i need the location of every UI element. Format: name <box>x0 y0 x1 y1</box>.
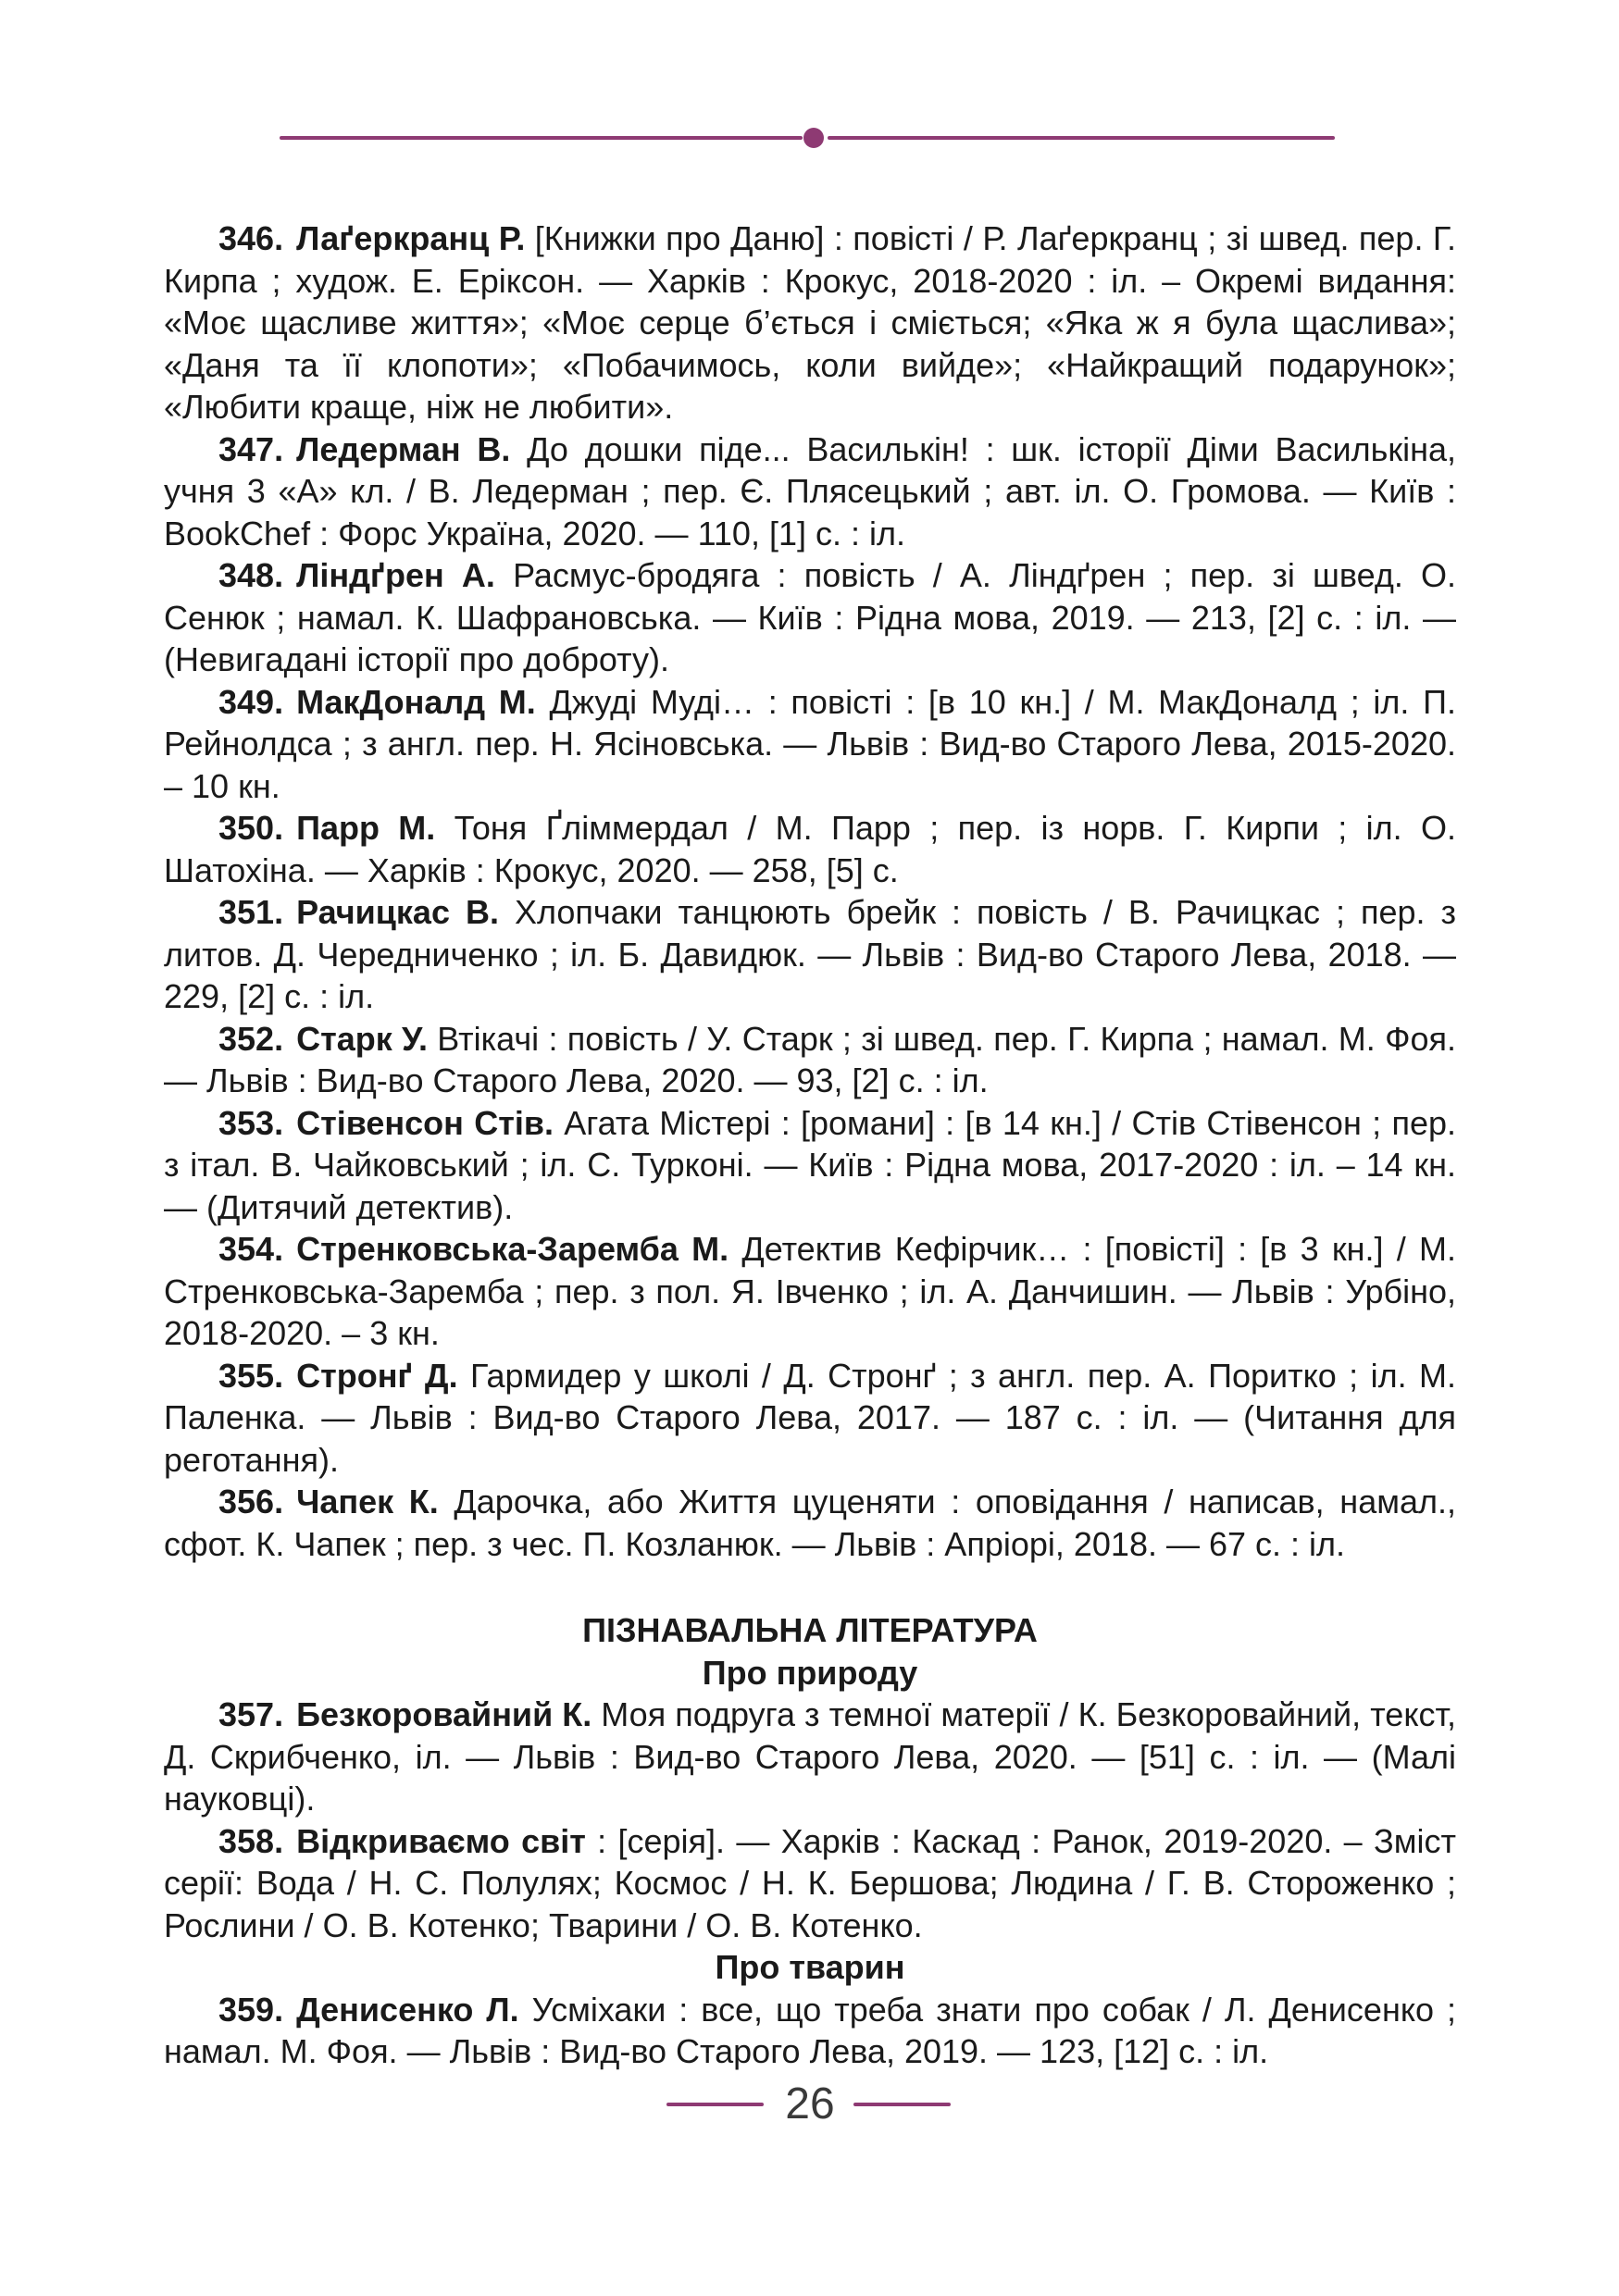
bibliography-entry <box>164 1018 1456 1102</box>
entry-author: Рачицкас В. <box>296 893 499 931</box>
entry-number: 352. <box>218 1019 284 1058</box>
entry-description: [Книжки про Даню] : повісті / Р. Лаґеркранц ; зі швед. пер. Г. Кирпа ; худож. Е. Еріксон. — Харків : Крокус, 2018-2020 : іл. – Окремі видання: «Моє щасливе життя»; «Моє серце б’ється і сміється; «Яка ж я була щаслива»; «Даня та її клопоти»; «Побачимось, коли вийде»; «Найкращий подарунок»; «Любити краще, ніж не любити». <box>164 219 1456 426</box>
bibliography-entry <box>164 554 1456 681</box>
entry-author: Лаґеркранц Р. <box>296 219 526 257</box>
entry-number: 359. <box>218 1990 284 2029</box>
entry-author: Старк У. <box>296 1019 428 1058</box>
top-rule-right-line <box>828 136 1335 140</box>
top-rule-left-line <box>280 136 803 140</box>
entry-number: 346. <box>218 219 284 257</box>
entry-number: 354. <box>218 1230 284 1268</box>
entry-description: Дарочка, або Життя цуценяти : оповідання / написав, намал., сфот. К. Чапек ; пер. з чес. П. Козланюк. — Львів : Апріорі, 2018. — 67 с. : іл. <box>164 1483 1456 1563</box>
bibliography-entry <box>164 1820 1456 1947</box>
entry-description: До дошки піде... Василькін! : шк. історії Діми Василькіна, учня 3 «А» кл. / В. Ледерман ; пер. Є. Плясецький ; авт. іл. О. Громова. — Київ : BookChef : Форс Україна, 2020. — 110, [1] с. : іл. <box>164 429 1456 552</box>
bibliography-entry <box>164 891 1456 1018</box>
entry-number: 349. <box>218 682 284 721</box>
section-title: ПІЗНАВАЛЬНА ЛІТЕРАТУРА <box>582 1611 1038 1649</box>
bibliography-entry <box>164 1355 1456 1482</box>
subsection-title-animals: Про тварин <box>715 1948 905 1986</box>
bibliography-entry <box>164 1989 1456 2073</box>
entry-number: 347. <box>218 429 284 468</box>
entry-description: Расмус-бродяга : повість / А. Ліндґрен ; пер. зі швед. О. Сенюк ; намал. К. Шафрановська. — Київ : Рідна мова, 2019. — 213, [2] с. : іл. — (Невигадані історії про доброту). <box>164 556 1456 678</box>
page-footer <box>0 2077 1619 2132</box>
entry-author: Стронґ Д. <box>296 1356 458 1395</box>
bibliography-entry <box>164 1102 1456 1229</box>
entry-description: Детектив Кефірчик… : [повісті] : [в 3 кн.] / М. Стренковська-Заремба ; пер. з пол. Я. Івченко ; іл. А. Данчишин. — Львів : Урбіно, 2018-2020. – 3 кн. <box>164 1230 1456 1352</box>
entries-list-fiction <box>164 217 1456 1565</box>
entry-description: Гармидер у школі / Д. Стронґ ; з англ. пер. А. Поритко ; іл. М. Паленка. — Львів : Вид-во Старого Лева, 2017. — 187 с. : іл. — (Читання для реготання). <box>164 1356 1456 1479</box>
page-number: 26 <box>785 2079 835 2128</box>
entry-author: Стренковська-Заремба М. <box>296 1230 729 1268</box>
entries-list-nature <box>164 1694 1456 1946</box>
bibliography-entry <box>164 428 1456 555</box>
bibliography-entry <box>164 681 1456 808</box>
entry-author: Відкриваємо світ <box>296 1821 586 1860</box>
entry-description: Агата Містері : [романи] : [в 14 кн.] / Стів Стівенсон ; пер. з італ. В. Чайковський ; іл. С. Турконі. — Київ : Рідна мова, 2017-2020 : іл. – 14 кн. — (Дитячий детектив). <box>164 1103 1456 1226</box>
top-rule-dot <box>803 128 824 148</box>
footer-left-line <box>666 2103 764 2106</box>
entry-description: Джуді Муді… : повісті : [в 10 кн.] / М. МакДоналд ; іл. П. Рейнолдса ; з англ. пер. Н. Ясіновська. — Львів : Вид-во Старого Лева, 2015-2020. – 10 кн. <box>164 682 1456 805</box>
entry-number: 348. <box>218 556 284 594</box>
entry-author: МакДоналд М. <box>296 682 536 721</box>
bibliography-entry <box>164 217 1456 428</box>
entry-number: 355. <box>218 1356 284 1395</box>
entry-author: Чапек К. <box>296 1483 439 1520</box>
entries-list-animals <box>164 1989 1456 2073</box>
bibliography-entry <box>164 807 1456 891</box>
entry-author: Ліндґрен А. <box>296 556 495 594</box>
bibliography-entry <box>164 1481 1456 1565</box>
entry-description: : [серія]. — Харків : Каскад : Ранок, 2019-2020. – Зміст серії: Вода / Н. С. Полулях; Космос / Н. К. Бершова; Людина / Г. В. Стороженко ; Рослини / О. В. Котенко; Тварини / О. В. Котенко. <box>164 1821 1456 1944</box>
entry-number: 358. <box>218 1821 284 1860</box>
entry-description: Хлопчаки танцюють брейк : повість / В. Рачицкас ; пер. з литов. Д. Чередниченко ; іл. Б. Давидюк. — Львів : Вид-во Старого Лева, 2018. — 229, [2] с. : іл. <box>164 893 1456 1015</box>
entry-number: 350. <box>218 809 284 847</box>
page-content <box>164 217 1456 2073</box>
entry-description: Втікачі : повість / У. Старк ; зі швед. пер. Г. Кирпа ; намал. М. Фоя. — Львів : Вид-во Старого Лева, 2020. — 93, [2] с. : іл. <box>164 1019 1457 1099</box>
entry-author: Стівенсон Стів. <box>296 1103 554 1142</box>
entry-author: Безкоровайний К. <box>296 1695 592 1733</box>
entry-author: Ледерман В. <box>296 429 511 468</box>
entry-number: 351. <box>218 893 284 931</box>
bibliography-entry <box>164 1694 1456 1820</box>
subsection-title-nature: Про природу <box>702 1653 918 1692</box>
bibliography-entry <box>164 1228 1456 1355</box>
entry-description: Тоня Ґліммердал / М. Парр ; пер. із норв. Г. Кирпи ; іл. О. Шатохіна. — Харків : Крокус, 2020. — 258, [5] с. <box>164 809 1457 889</box>
entry-number: 353. <box>218 1103 284 1142</box>
entry-description: Моя подруга з темної матерії / К. Безкоровайний, текст, Д. Скрибченко, іл. — Львів : Вид-во Старого Лева, 2020. — [51] с. : іл. — (Малі науковці). <box>164 1695 1456 1818</box>
entry-description: Усміхаки : все, що треба знати про собак / Л. Денисенко ; намал. М. Фоя. — Львів : Вид-во Старого Лева, 2019. — 123, [12] с. : іл. <box>164 1990 1456 2070</box>
entry-author: Денисенко Л. <box>296 1990 519 2029</box>
entry-number: 357. <box>218 1695 284 1733</box>
top-decorative-rule <box>0 131 1619 143</box>
footer-right-line <box>853 2103 951 2106</box>
entry-number: 356. <box>218 1483 284 1520</box>
entry-author: Парр М. <box>296 809 436 847</box>
